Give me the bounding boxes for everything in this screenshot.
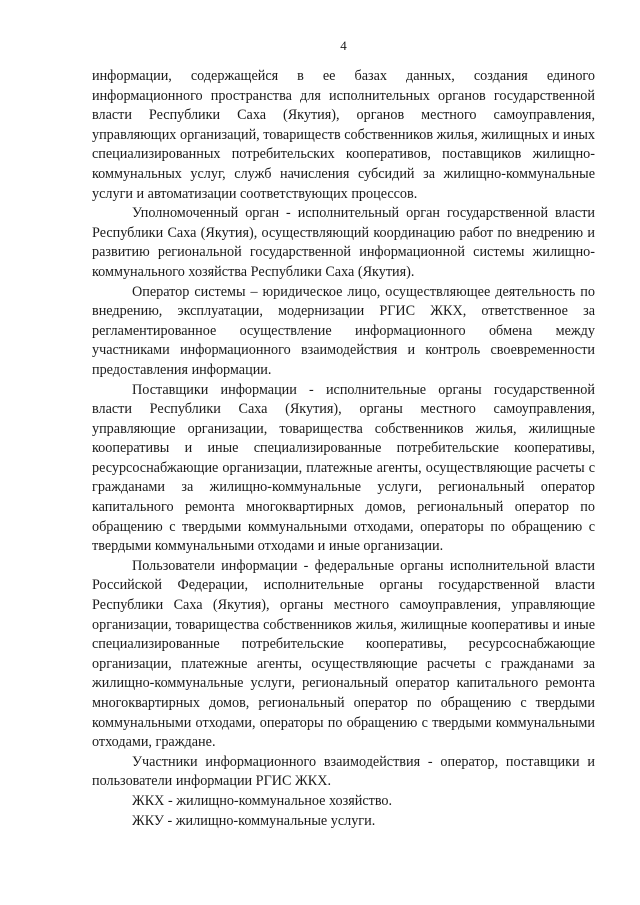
- paragraph-participants: Участники информационного взаимодействия - оператор, поставщики и пользователи информации РГИС ЖКХ.: [92, 753, 595, 790]
- page-number: 4: [340, 38, 347, 53]
- paragraph-abbr-zhkh: ЖКХ - жилищно-коммунальное хозяйство.: [132, 792, 393, 809]
- paragraph-information-providers: Поставщики информации - исполнительные органы государственной власти Республики Саха (Якутия), органы местного самоуправления, управляющие организации, товарищества собственников жилья, жилищные кооперативы и иные специализированные потребительские кооперативы, ресурсоснабжающие организации, платежные агенты, осуществляющие расчеты с гражданами за жилищно-коммунальные услуги, региональный оператор капитального ремонта многоквартирных домов, региональный оператор по обращению с твердыми коммунальными отходами, операторы по обращению с твердыми коммунальными отходами и иные организации.: [92, 381, 595, 555]
- paragraph-abbr-zhku: ЖКУ - жилищно-коммунальные услуги.: [132, 812, 376, 829]
- paragraph-information-users: Пользователи информации - федеральные органы исполнительной власти Российской Федерации, исполнительные органы государственной власти Республики Саха (Якутия), органы местного самоуправления, управляющие организации, товарищества собственников жилья, жилищные кооперативы и иные специализированные потребительские кооперативы, ресурсоснабжающие организации, платежные агенты, осуществляющие расчеты с гражданами за жилищно-коммунальные услуги, региональный оператор капитального ремонта многоквартирных домов, региональный оператор по обращению с твердыми коммунальными отходами, операторы по обращению с твердыми коммунальными отходами, граждане.: [92, 557, 595, 751]
- paragraph-system-operator: Оператор системы – юридическое лицо, осуществляющее деятельность по внедрению, эксплуатации, модернизации РГИС ЖКХ, ответственное за регламентированное осуществление информационного обмена между участниками информационного взаимодействия и контроль своевременности предоставления информации.: [92, 283, 595, 378]
- paragraph-intro-continuation: информации, содержащейся в ее базах данных, создания единого информационного пространства для исполнительных органов государственной власти Республики Саха (Якутия), органов местного самоуправления, управляющих организаций, товариществ собственников жилья, жилищных и иных специализированных потребительских кооперативов, поставщиков жилищно-коммунальных услуг, служб начисления субсидий за жилищно-коммунальные услуги и автоматизации соответствующих процессов.: [92, 68, 595, 202]
- paragraph-authorized-body: Уполномоченный орган - исполнительный орган государственной власти Республики Саха (Якутия), осуществляющий координацию работ по внедрению и развитию региональной государственной информационной системы жилищно-коммунального хозяйства Республики Саха (Якутия).: [92, 205, 595, 280]
